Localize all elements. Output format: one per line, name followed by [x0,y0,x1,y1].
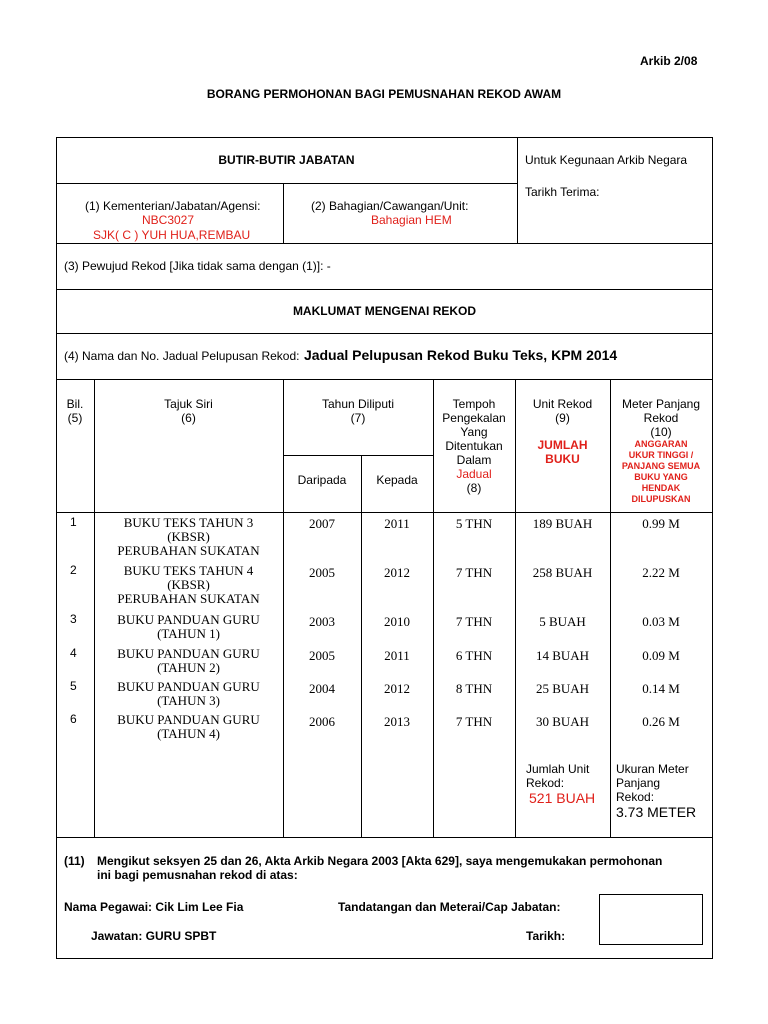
row-tajuk-line: (TAHUN 4) [157,726,220,741]
col-meter-note: DILUPUSKAN [631,494,691,504]
row-tajuk-line: BUKU PANDUAN GURU [117,679,260,694]
col-tempoh-line: Yang [460,425,488,439]
row-unit: 5 BUAH [539,614,586,629]
total-meter-label: Rekod: [616,790,655,804]
division-value: Bahagian HEM [371,213,452,227]
row-meter: 0.09 M [642,648,680,663]
col-meter-number: (10) [650,425,672,439]
col-tempoh-line: Ditentukan [445,439,503,453]
row-daripada: 2005 [309,648,335,663]
row-unit: 189 BUAH [532,516,593,531]
col-tajuk-title: Tajuk Siri [164,397,213,411]
row-tajuk-line: (KBSR) [167,577,210,592]
row-tajuk-line: (TAHUN 3) [157,693,220,708]
disposal-schedule [64,347,617,365]
row-tajuk-line: BUKU PANDUAN GURU [117,612,260,627]
row-tempoh: 8 THN [455,681,493,696]
ministry-label: (1) Kementerian/Jabatan/Agensi: [85,199,261,213]
col-daripada-header: Daripada [297,473,347,487]
disposal-schedule-value: Jadual Pelupusan Rekod Buku Teks, KPM 2014 [303,347,618,363]
col-bil-title: Bil. [66,397,84,411]
row-kepada: 2010 [384,614,410,629]
col-tajuk-number: (6) [181,411,196,425]
col-unit-note: BUKU [545,452,580,466]
row-meter: 0.26 M [642,714,680,729]
date-received-label: Tarikh Terima: [525,185,600,199]
total-unit-value: 521 BUAH [529,790,596,806]
declaration-line: Mengikut seksyen 25 dan 26, Akta Arkib Negara 2003 [Akta 629], saya mengemukakan permohonan [97,854,663,868]
row-meter: 2.22 M [642,565,680,580]
col-meter-note: UKUR TINGGI / [628,450,694,460]
row-bil: 3 [70,612,77,626]
row-kepada: 2013 [384,714,410,729]
total-unit [526,762,595,807]
dept-heading: BUTIR-BUTIR JABATAN [218,153,355,167]
row-tajuk [94,647,283,675]
col-tempoh-number: (8) [466,481,482,495]
row-daripada: 2004 [309,681,335,696]
col-meter-header [610,397,712,505]
row-tajuk [94,516,283,558]
total-meter-label: Ukuran Meter [616,762,689,776]
row-bil: 6 [70,712,77,726]
col-meter-note: BUKU YANG [634,472,688,482]
document-code: Arkib 2/08 [640,54,698,68]
ministry-name: SJK( C ) YUH HUA,REMBAU [93,228,251,242]
col-unit-note: JUMLAH [537,438,588,452]
row-kepada: 2011 [384,648,410,663]
row-meter: 0.14 M [642,681,680,696]
row-unit: 14 BUAH [535,648,590,663]
row-bil: 4 [70,646,77,660]
officer-name: Nama Pegawai: Cik Lim Lee Fia [64,900,244,914]
row-meter: 0.99 M [642,516,680,531]
row-unit: 25 BUAH [535,681,590,696]
col-tahun-number: (7) [350,411,366,425]
row-bil: 2 [70,563,77,577]
row-bil: 5 [70,679,77,693]
archive-use-label: Untuk Kegunaan Arkib Negara [525,153,688,167]
col-kepada-header: Kepada [376,473,418,487]
row-tajuk-line: BUKU PANDUAN GURU [117,712,260,727]
row-daripada: 2003 [309,614,335,629]
row-tajuk [94,713,283,741]
total-unit-label: Rekod: [526,776,565,790]
total-meter-label: Panjang [616,776,661,790]
col-bil-header [56,397,94,425]
row-tajuk-line: (TAHUN 2) [157,660,220,675]
row-unit: 258 BUAH [532,565,593,580]
col-tahun-header [283,397,433,425]
row-tempoh: 7 THN [455,565,493,580]
col-bil-number: (5) [67,411,83,425]
col-meter-note: ANGGARAN [634,439,688,449]
row-daripada: 2007 [309,516,335,531]
row-tajuk-line: PERUBAHAN SUKATAN [117,543,260,558]
declaration-text [97,854,709,882]
row-tempoh: 7 THN [455,614,493,629]
row-tajuk-line: PERUBAHAN SUKATAN [117,591,260,606]
row-tempoh: 7 THN [455,714,493,729]
signature-label: Tandatangan dan Meterai/Cap Jabatan: [338,900,561,914]
row-tajuk-line: (KBSR) [167,529,210,544]
col-tempoh-jadual: Jadual [456,467,492,481]
form-title: BORANG PERMOHONAN BAGI PEMUSNAHAN REKOD AWAM [206,87,562,101]
col-tempoh-line: Tempoh [452,397,496,411]
col-tempoh-line: Pengekalan [442,411,506,425]
date-label: Tarikh: [526,929,566,943]
row-unit: 30 BUAH [535,714,590,729]
row-kepada: 2011 [384,516,410,531]
row-tajuk [94,564,283,606]
row-tajuk [94,680,283,708]
col-unit-title: Unit Rekod [532,397,593,411]
ministry-code: NBC3027 [142,213,195,227]
declaration-number: (11) [64,854,85,868]
row-tempoh: 6 THN [455,648,493,663]
row-tajuk-line: (TAHUN 1) [157,626,220,641]
col-tahun-title: Tahun Diliputi [321,397,395,411]
col-meter-note: HENDAK [641,483,681,493]
row-tajuk [94,613,283,641]
row-kepada: 2012 [384,681,410,696]
division-label: (2) Bahagian/Cawangan/Unit: [311,199,469,213]
col-tajuk-header [94,397,283,425]
record-creator-label: (3) Pewujud Rekod [Jika tidak sama dengan (1)]: - [64,259,331,273]
declaration-line: ini bagi pemusnahan rekod di atas: [97,868,298,882]
row-meter: 0.03 M [642,614,680,629]
col-tempoh-line: Dalam [456,453,492,467]
row-kepada: 2012 [384,565,410,580]
row-tempoh: 5 THN [455,516,493,531]
stamp-box[interactable] [599,894,703,945]
row-daripada: 2006 [309,714,335,729]
officer-position: Jawatan: GURU SPBT [91,929,217,943]
row-tajuk-line: BUKU PANDUAN GURU [117,646,260,661]
disposal-schedule-label: (4) Nama dan No. Jadual Pelupusan Rekod: [64,349,300,363]
col-unit-header [515,397,610,466]
total-unit-label: Jumlah Unit [526,762,590,776]
row-tajuk-line: BUKU TEKS TAHUN 3 [123,515,254,530]
col-meter-note: PANJANG SEMUA [621,461,701,471]
record-info-heading: MAKLUMAT MENGENAI REKOD [292,304,477,318]
col-tempoh-header [433,397,515,495]
col-unit-number: (9) [555,411,570,425]
row-daripada: 2005 [309,565,335,580]
total-meter-value: 3.73 METER [616,804,697,820]
total-meter [616,762,696,821]
col-meter-title: Rekod [643,411,679,425]
row-tajuk-line: BUKU TEKS TAHUN 4 [123,563,254,578]
row-bil: 1 [70,515,77,529]
col-meter-title: Meter Panjang [621,397,701,411]
